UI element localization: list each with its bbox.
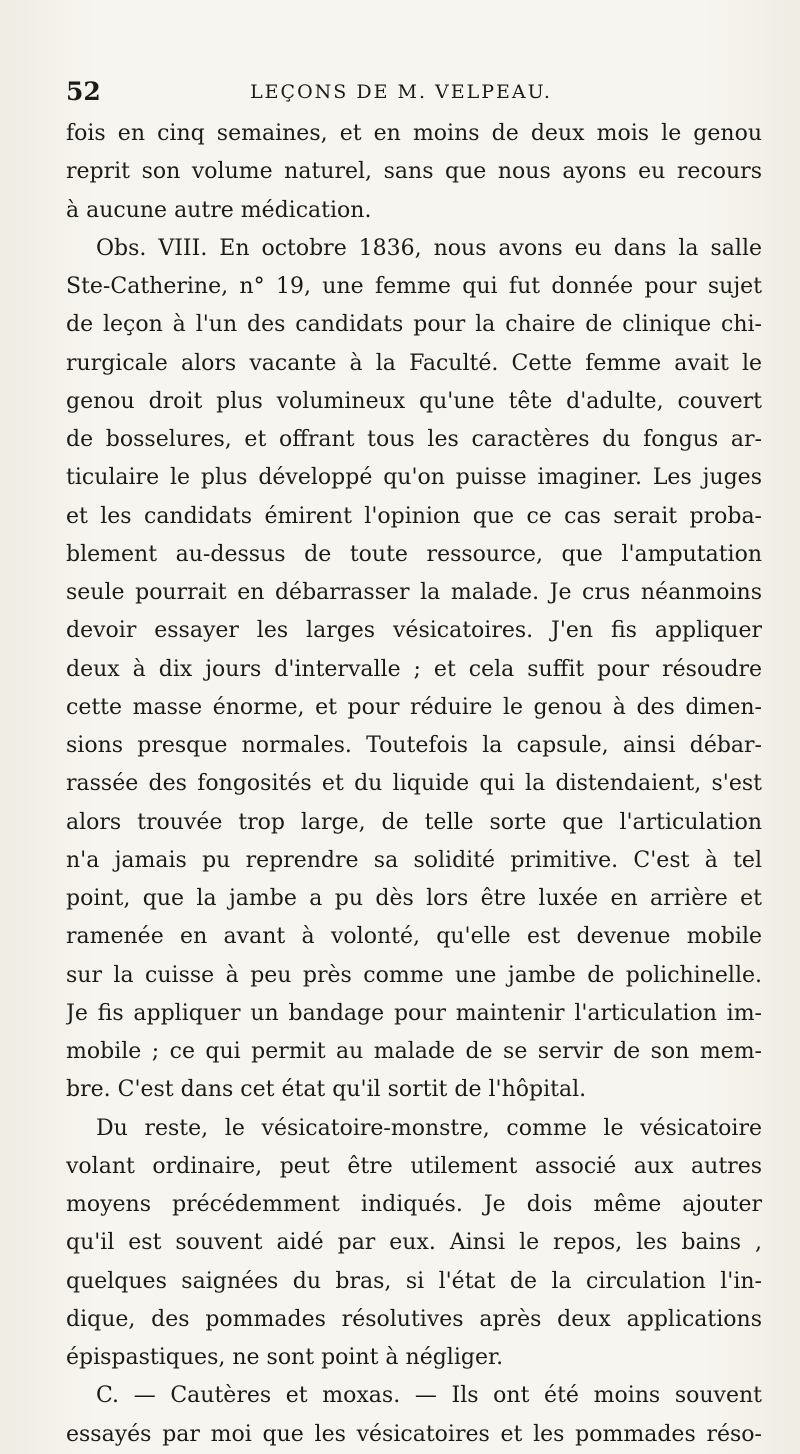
text-line: ticulaire le plus développé qu'on puisse imaginer. Les juges: [66, 465, 762, 491]
text-line: seule pourrait en débarrasser la malade. Je crus néanmoins: [66, 580, 762, 605]
text-line: de bosselures, et offrant tous les caractères du fongus ar-: [66, 427, 762, 452]
text-line: genou droit plus volumineux qu'une tête d'adulte, couvert: [66, 388, 762, 414]
text-line: C. — Cautères et moxas. — Ils ont été moins souvent: [96, 1383, 762, 1409]
text-line: bre. C'est dans cet état qu'il sortit de l'hôpital.: [66, 1077, 587, 1103]
text-line: ramenée en avant à volonté, qu'elle est devenue mobile: [66, 924, 762, 950]
page-header: [66, 76, 736, 108]
text-line: Ste-Catherine, n° 19, une femme qui fut donnée pour sujet: [66, 274, 762, 299]
text-line: sions presque normales. Toutefois la capsule, ainsi débar-: [66, 733, 762, 758]
text-line: alors trouvée trop large, de telle sorte que l'articulation: [66, 809, 762, 835]
page-number: 52: [66, 77, 101, 106]
text-line: volant ordinaire, peut être utilement associé aux autres: [66, 1153, 762, 1179]
text-line: fois en cinq semaines, et en moins de deux mois le genou: [66, 121, 762, 146]
text-line: cette masse énorme, et pour réduire le genou à des dimen-: [66, 694, 762, 720]
text-line: Du reste, le vésicatoire-monstre, comme le vésicatoire: [96, 1115, 762, 1141]
text-line: reprit son volume naturel, sans que nous ayons eu recours: [66, 159, 762, 185]
text-line: moyens précédemment indiqués. Je dois même ajouter: [66, 1192, 762, 1217]
text-line: à aucune autre médication.: [66, 197, 372, 223]
text-line: blement au-dessus de toute ressource, que l'amputation: [66, 541, 762, 567]
text-line: Je fis appliquer un bandage pour maintenir l'articulation im-: [66, 1000, 762, 1026]
text-line: quelques saignées du bras, si l'état de la circulation l'in-: [66, 1268, 762, 1294]
text-line: sur la cuisse à peu près comme une jambe de polichinelle.: [66, 962, 762, 988]
text-line: essayés par moi que les vésicatoires et les pommades réso-: [66, 1421, 762, 1447]
text-line: de leçon à l'un des candidats pour la chaire de clinique chi-: [66, 312, 762, 338]
text-line: Obs. VIII. En octobre 1836, nous avons eu dans la salle: [96, 235, 762, 261]
text-line: rurgicale alors vacante à la Faculté. Cette femme avait le: [66, 350, 762, 376]
text-line: n'a jamais pu reprendre sa solidité primitive. C'est à tel: [66, 847, 762, 873]
text-line: épispastiques, ne sont point à négliger.: [66, 1345, 504, 1370]
text-line: mobile ; ce qui permit au malade de se servir de son mem-: [66, 1039, 762, 1064]
text-line: dique, des pommades résolutives après deux applications: [66, 1306, 762, 1332]
text-line: devoir essayer les larges vésicatoires. J'en fis appliquer: [66, 618, 762, 644]
text-line: deux à dix jours d'intervalle ; et cela suffit pour résoudre: [66, 656, 762, 682]
text-line: point, que la jambe a pu dès lors être luxée en arrière et: [66, 886, 762, 911]
text-line: qu'il est souvent aidé par eux. Ainsi le repos, les bains ,: [66, 1230, 762, 1256]
text-line: et les candidats émirent l'opinion que ce cas serait proba-: [66, 503, 762, 529]
body-text: [66, 115, 762, 1454]
running-head: LEÇONS DE M. VELPEAU.: [250, 81, 552, 103]
text-line: rassée des fongosités et du liquide qui la distendaient, s'est: [66, 771, 762, 797]
